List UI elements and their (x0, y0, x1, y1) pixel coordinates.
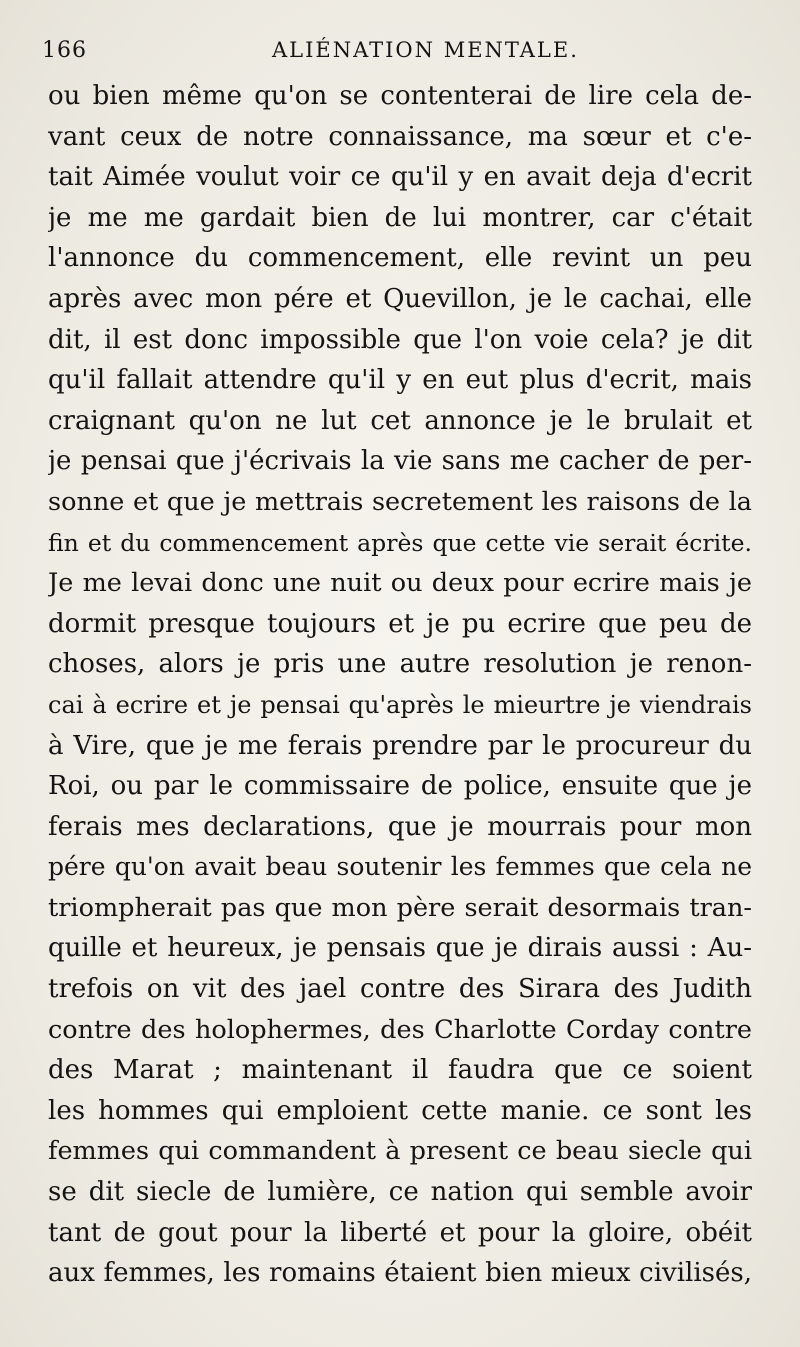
text-line: à Vire, que je me ferais prendre par le procureur du (48, 730, 752, 761)
text-line: l'annonce du commencement, elle revint un peu (48, 243, 752, 274)
text-line: cai à ecrire et je pensai qu'après le mieurtre je viendrais (48, 690, 752, 719)
text-line: vant ceux de notre connaissance, ma sœur et c'e- (48, 121, 752, 152)
text-line: se dit siecle de lumière, ce nation qui semble avoir (48, 1177, 752, 1208)
text-line: femmes qui commandent à present ce beau siecle qui (48, 1136, 752, 1167)
text-line: ou bien même qu'on se contenterai de lire cela de- (48, 81, 752, 111)
text-line: qu'il fallait attendre qu'il y en eut plus d'ecrit, mais (48, 365, 752, 396)
text-line: après avec mon pére et Quevillon, je le cachai, elle (48, 283, 752, 314)
text-line: pére qu'on avait beau soutenir les femmes que cela ne (48, 852, 752, 882)
text-line: quille et heureux, je pensais que je dirais aussi : Au- (48, 933, 752, 964)
text-line: je me me gardait bien de lui montrer, car c'était (48, 202, 752, 233)
text-line: les hommes qui emploient cette manie. ce sont les (48, 1095, 752, 1126)
body-text (48, 76, 752, 1294)
running-title: ALIÉNATION MENTALE. (272, 38, 579, 62)
text-line: choses, alors je pris une autre resolution je renon- (48, 649, 752, 680)
text-line: trefois on vit des jael contre des Sirara des Judith (48, 974, 752, 1005)
text-line: sonne et que je mettrais secretement les raisons de la (48, 486, 752, 517)
page-number: 166 (42, 38, 87, 63)
text-line: craignant qu'on ne lut cet annonce je le brulait et (48, 405, 752, 436)
text-line: des Marat ; maintenant il faudra que ce soient (48, 1055, 752, 1086)
text-line: tant de gout pour la liberté et pour la gloire, obéit (48, 1217, 752, 1248)
text-line: fin et du commencement après que cette vie serait écrite. (48, 528, 752, 557)
text-line: tait Aimée voulut voir ce qu'il y en avait deja d'ecrit (48, 162, 752, 193)
text-line: je pensai que j'écrivais la vie sans me cacher de per- (48, 446, 752, 477)
text-line: ferais mes declarations, que je mourrais pour mon (48, 811, 752, 842)
text-line: dit, il est donc impossible que l'on voie cela? je dit (48, 324, 752, 355)
text-line: Je me levai donc une nuit ou deux pour ecrire mais je (48, 568, 752, 599)
text-line: Roi, ou par le commissaire de police, ensuite que je (48, 771, 752, 802)
text-line: contre des holophermes, des Charlotte Corday contre (48, 1014, 752, 1045)
text-line: aux femmes, les romains étaient bien mieux civilisés, (48, 1258, 752, 1289)
page-header (42, 32, 758, 72)
text-line: triompherait pas que mon père serait desormais tran- (48, 892, 752, 923)
text-line: dormit presque toujours et je pu ecrire que peu de (48, 608, 752, 639)
